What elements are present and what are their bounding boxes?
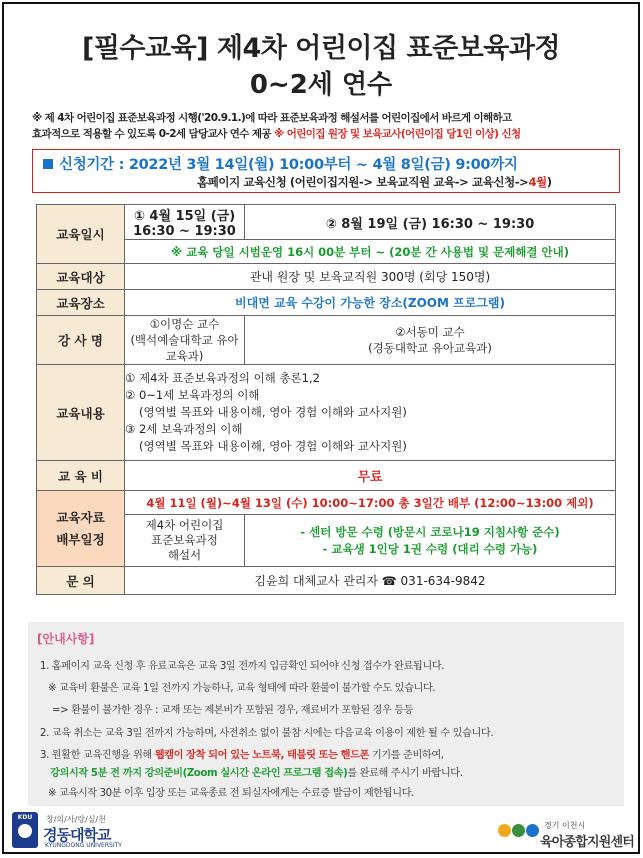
university-name: 경동대학교	[43, 826, 111, 844]
material-label-line-2: 배부일정	[56, 531, 105, 547]
notice-line-part: 를 완료해 주시기 바랍니다.	[347, 768, 463, 779]
center-region: 경기 이천시	[544, 821, 586, 830]
content-item: (영역별 목표와 내용이해, 영아 경험 이해와 교사지원)	[139, 405, 407, 419]
content-list	[125, 365, 616, 461]
material-label-line-1: 교육자료	[56, 509, 105, 525]
content-item: ② 0~1세 보육과정의 이해	[125, 388, 260, 402]
logo-mark-icon	[498, 824, 511, 837]
application-month: 4월	[528, 175, 547, 189]
page-subtitle: 0~2세 연수	[249, 70, 393, 100]
emblem-text: KDU	[17, 814, 33, 821]
notice-line-part: 3. 원활한 교육진행을 위해	[40, 750, 155, 761]
flyer-page	[2, 2, 640, 854]
notice-line: ※ 교육비 환불은 교육 1일 전까지 가능하나, 교육 형태에 따라 환불이 불가할 수도 있습니다.	[48, 683, 436, 694]
material-name-line: 표준보육과정	[151, 533, 218, 547]
notice-line-part: 기기를 준비하여,	[369, 750, 444, 761]
place-label: 교육장소	[37, 290, 125, 316]
university-motto: 창/의/사/랑/실/천	[46, 815, 106, 824]
material-name-line: 제4차 어린이집	[145, 518, 224, 532]
notice-title: [안내사항]	[37, 632, 95, 646]
lecturer-label: 강 사 명	[37, 316, 125, 365]
material-notes	[245, 515, 616, 567]
material-name-line: 해설서	[167, 548, 202, 562]
notice-device-highlight: 웹캠이 장착 되어 있는 노트북, 태블릿 또는 핸드폰	[154, 750, 370, 761]
lecturer-1-name: ①이명순 교수	[149, 317, 220, 331]
notice-line: 2. 교육 취소는 교육 3일 전까지 가능하며, 사전취소 없이 불참 시에는 다음교육 이용이 제한 될 수 있습니다.	[40, 728, 494, 739]
contact-value: 김윤희 대체교사 관리자 ☎ 031-634-9842	[125, 567, 616, 595]
application-method	[197, 174, 552, 190]
application-period-text: 신청기간 : 2022년 3월 14일(월) 10:00부터 ~ 4월 8일(금) 9:00까지	[59, 157, 518, 173]
intro-text	[32, 110, 622, 142]
content-item: ① 제4차 표준보육과정의 이해 총론1,2	[125, 371, 320, 385]
date-label: 교육일시	[37, 205, 125, 264]
place-value: 비대면 교육 수강이 가능한 장소(ZOOM 프로그램)	[125, 290, 616, 316]
intro-line-2-highlight: ※ 어린이집 원장 및 보육교사(어린이집 당1인 이상) 신청	[270, 128, 521, 140]
university-english-name: KYUNGDONG UNIVERSITY	[45, 842, 122, 849]
contact-label: 문 의	[37, 567, 125, 595]
lecturer-2-name: ②서동미 교수	[395, 325, 465, 339]
intro-line-2-plain: 효과적으로 적용할 수 있도록 0-2세 담당교사 연수 제공	[32, 128, 271, 140]
application-period	[43, 153, 518, 174]
session-1: ① 4월 15일 (금) 16:30 ~ 19:30	[125, 205, 245, 240]
notice-line: 1. 홈페이지 교육 신청 후 유료교육은 교육 3일 전까지 입금확인 되어야 신청 접수가 완료됩니다.	[40, 661, 445, 672]
lecturer-2-affiliation: (경동대학교 유아교육과)	[368, 341, 492, 355]
material-name	[125, 515, 245, 567]
material-date: 4월 11일 (월)~4월 13일 (수) 10:00~17:00 총 3일간 배부 (12:00~13:00 제외)	[125, 491, 616, 515]
lecturer-1-affiliation: (백석예술대학교 유아교육과)	[130, 333, 239, 363]
notice-line	[40, 746, 444, 761]
fee-value: 무료	[125, 461, 616, 491]
childcare-center-logo	[490, 818, 640, 858]
target-label: 교육대상	[37, 264, 125, 290]
application-method-text: 홈페이지 교육신청 (어린이집지원-> 보육교직원 교육-> 교육신청->	[197, 175, 529, 189]
content-item: ③ 2세 보육과정의 이해	[125, 422, 243, 436]
target-value: 관내 원장 및 보육교직원 300명 (회당 150명)	[125, 264, 616, 290]
application-method-end: )	[546, 175, 552, 189]
lecturer-1	[125, 316, 245, 365]
university-logo	[12, 810, 152, 854]
emblem-star-icon	[18, 824, 32, 838]
page-title: [필수교육] 제4차 어린이집 표준보육과정	[82, 33, 560, 64]
date-note: ※ 교육 당일 시범운영 16시 00분 부터 ~ (20분 간 사용법 및 문제해결 안내)	[125, 240, 616, 264]
material-note: - 센터 방문 수령 (방문시 코로나19 지침사항 준수)	[300, 524, 560, 539]
notice-line: => 환불이 불가한 경우 : 교재 또는 제본비가 포함된 경우, 재료비가 포함된 경우 등등	[52, 705, 414, 716]
content-label: 교육내용	[37, 365, 125, 461]
course-info-table	[36, 204, 616, 595]
notice-line	[50, 764, 463, 779]
material-note: - 교육생 1인당 1권 수령 (대리 수령 가능)	[322, 541, 538, 556]
intro-line-1: ※ 제 4차 어린이집 표준보육과정 시행('20.9.1.)에 따라 표준보육과정 해설서를 어린이집에서 바르게 이해하고	[32, 112, 512, 124]
center-name: 육아종합지원센터	[540, 835, 635, 850]
content-item: (영역별 목표와 내용이해, 영아 경험 이해와 교사지원)	[139, 439, 407, 453]
university-emblem-icon	[12, 812, 38, 848]
notice-line: ※ 교육시작 30분 이후 입장 또는 교육종료 전 퇴실자에게는 수료증 발급이 제한됩니다.	[48, 788, 414, 799]
fee-label: 교 육 비	[37, 461, 125, 491]
notice-box	[28, 622, 624, 806]
logo-mark-icon	[512, 824, 525, 837]
logo-mark-icon	[526, 824, 539, 837]
material-label	[37, 491, 125, 567]
session-2: ② 8월 19일 (금) 16:30 ~ 19:30	[245, 205, 616, 240]
application-period-box	[32, 149, 620, 193]
notice-time-highlight: 강의시작 5분 전 까지 강의준비(Zoom 실시간 온라인 프로그램 접속)	[50, 768, 348, 779]
square-bullet-icon	[43, 159, 53, 169]
lecturer-2	[245, 316, 616, 365]
intro-line-2	[32, 126, 622, 142]
